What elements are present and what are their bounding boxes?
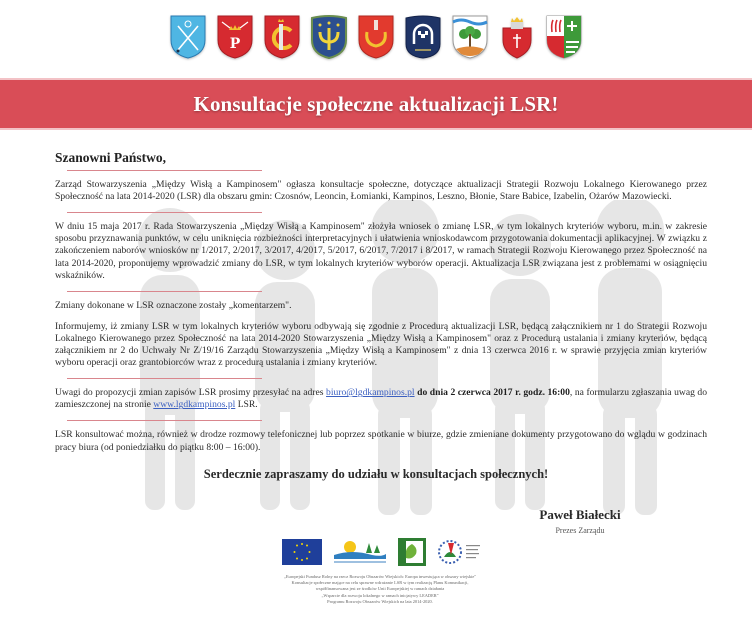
- lgd-logo-icon: [332, 537, 388, 567]
- crest-stare-babice-icon: [451, 14, 489, 60]
- separator: [67, 291, 262, 292]
- email-link[interactable]: biuro@lgdkampinos.pl: [326, 387, 415, 399]
- separator: [67, 420, 262, 421]
- paragraph-announcement: Zarząd Stowarzyszenia „Między Wisłą a Kampinosem" ogłasza konsultacje społeczne, dotyczące aktualizacji Strategii Rozwoju Lokalnego Kierowanego przez Społeczność na lata 2014-2020 (LSR) dla obszaru gmin: Czosnów, Leoncin, Łomianki, Kampinos, Leszno, Błonie, Stare Babice, Izabelin, Ożarów Mazowiecki.: [55, 179, 707, 203]
- separator: [67, 212, 262, 213]
- website-link[interactable]: www.lgdkampinos.pl: [153, 399, 236, 411]
- crest-izabelin-icon: [498, 14, 536, 60]
- separator: [67, 378, 262, 379]
- title-banner: [0, 78, 752, 130]
- invitation-text: Serdecznie zapraszamy do udziału w konsultacjach społecznych!: [203, 467, 549, 481]
- crest-ozarow-mazowiecki-icon: [545, 14, 583, 60]
- svg-text:P: P: [229, 36, 241, 52]
- paragraph-procedure: Informujemy, iż zmiany LSR w tym lokalnych kryteriów wyboru odbywają się zgodnie z Procedurą aktualizacji LSR, będącą załącznikiem nr 1 do Strategii Rozwoju Lokalnego Kierowanego przez Społeczność na lata 2014-2020 Stowarzyszenia „Między Wisłą a Kampinosem" oraz z Procedurą ustalania i zmiany kryteriów, będącą załącznikiem nr 2 do Uchwały Nr Z/19/16 Zarządu Stowarzyszenia „Między Wisłą a Kampinosem" z dnia 13 czerwca 2016 r. w sprawie przyjęcia zmian kryteriów wyboru operacji oraz grantobiorców wraz z procedurą ustalania i zmiany kryteriów.: [55, 320, 707, 369]
- greeting: Szanowni Państwo,: [55, 150, 167, 165]
- deadline-text: do dnia 2 czerwca 2017 r. godz. 16:00: [414, 387, 570, 399]
- crest-leoncin-icon: [216, 14, 254, 60]
- prow-logo-icon: [436, 537, 484, 567]
- submission-text-middle: , na formularzu zgłaszania uwag do zamieszczonej na stronie: [55, 387, 708, 411]
- leader-logo-icon: [398, 537, 426, 567]
- paragraph-change-request: W dniu 15 maja 2017 r. Rada Stowarzyszenia „Między Wisłą a Kampinosem" złożyła wniosek o zmianę LSR, w tym lokalnych kryteriów wyboru, m.in. w zakresie sposobu przyznawania punktów, w celu uniknięcia rozbieżności interpretacyjnych i ułatwienia wnioskodawcom przygotowania dokumentacji aplikacyjnej. W związku z zakończeniem naborów wniosków nr 1/2017, 2/2017, 3/2017, 4/2017, 5/2017, 6/2017, 7/2017 i 8/2017, w ramach Strategii Rozwoju Kierowanego przez Społeczność na lata 2014-2020, proponujemy wprowadzić zmiany do LSR, w tym lokalnych kryteriów wyborów operacji. Aktualizacja LSR związana jest z problemami w osiągnięciu wskaźników.: [55, 221, 707, 281]
- crest-czosnow-icon: [169, 14, 207, 60]
- letter-body: [55, 152, 707, 463]
- footer-line: Programu Rozwoju Obszarów Wiejskich na lata 2014-2020.: [327, 598, 433, 604]
- page-title: Konsultacje społeczne aktualizacji LSR!: [193, 91, 559, 116]
- funding-footer: [200, 574, 560, 605]
- paragraph-changes-marked: Zmiany dokonane w LSR oznaczone zostały „komentarzem".: [55, 299, 292, 311]
- footer-line: współfinansowana jest ze środków Unii Europejskiej w ramach działania: [315, 586, 445, 592]
- funding-logos-row: [282, 537, 484, 567]
- crest-kampinos-icon: [310, 14, 348, 60]
- paragraph-submission: [55, 387, 707, 411]
- paragraph-office-hours: LSR konsultować można, również w drodze rozmowy telefonicznej lub poprzez spotkanie w biurze, gdzie zmieniane dokumenty przygotowano do wglądu w godzinach pracy biura (od poniedziałku do piątku 8:00 – 16:00).: [55, 429, 707, 453]
- crest-blonie-icon: [404, 14, 442, 60]
- submission-text-end: LSR.: [235, 399, 258, 411]
- signatory-name: Paweł Białecki: [539, 507, 621, 522]
- footer-line: Konsultacje społeczne mające na celu sprawne wdrażanie LSR w tym realizację Planu Komunikacji,: [291, 580, 469, 586]
- eu-flag-icon: [282, 537, 322, 567]
- signature-block: [520, 507, 640, 535]
- signatory-role: Prezes Zarządu: [555, 526, 605, 535]
- submission-text: Uwagi do propozycji zmian zapisów LSR prosimy przesyłać na adres: [55, 387, 327, 399]
- footer-line: „Wsparcie dla rozwoju lokalnego w ramach inicjatywy LEADER": [321, 592, 439, 598]
- crest-lomianki-icon: [263, 14, 301, 60]
- municipality-crests-row: [0, 14, 752, 64]
- crest-leszno-icon: [357, 14, 395, 60]
- footer-line: „Europejski Fundusz Rolny na rzecz Rozwoju Obszarów Wiejskich: Europa inwestująca w obszary wiejskie": [283, 574, 477, 579]
- separator: [67, 170, 262, 171]
